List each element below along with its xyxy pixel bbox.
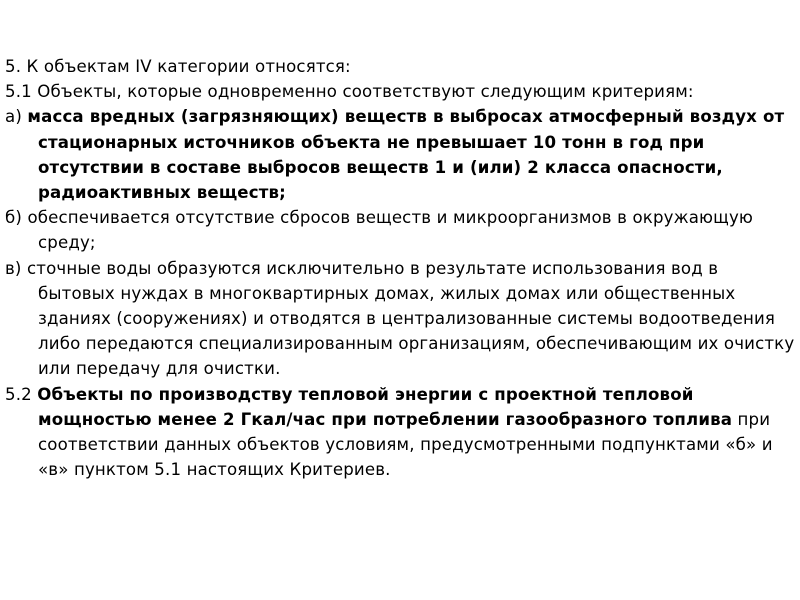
- item-5-1: [5, 79, 795, 104]
- slide-content: [5, 54, 795, 482]
- item-5-1-text: Объекты, которые одновременно соответствуют следующим критериям:: [37, 82, 694, 102]
- item-5-2-marker: 5.2: [5, 384, 32, 404]
- item-v-text: сточные воды образуются исключительно в результате использования вод в бытовых нуждах в многоквартирных домах, жилых домах или общественных зданиях (сооружениях) и отводятся в централизованные системы водоотведения либо передаются специализированным организациям, обеспечивающим их очистку или передачу для очистки.: [27, 258, 795, 379]
- item-5-2-bold-text: Объекты по производству тепловой энергии с проектной тепловой мощностью менее 2 Гкал/час при потреблении газообразного топлива: [37, 384, 733, 429]
- section-heading: [5, 54, 795, 79]
- item-a-bold-text: масса вредных (загрязняющих) веществ в выбросах атмосферный воздух от стационарных источников объекта не превышает 10 тонн в год при отсутствии в составе выбросов веществ 1 и (или) 2 класса опасности, радиоактивных веществ;: [27, 107, 785, 203]
- item-b-marker: б): [5, 208, 23, 228]
- section-heading-text: 5. К объектам IV категории относятся:: [5, 57, 351, 76]
- item-a-marker: а): [5, 107, 22, 127]
- item-b: [5, 205, 795, 255]
- item-5-1-marker: 5.1: [5, 82, 32, 102]
- item-v: [5, 256, 795, 382]
- item-b-text: обеспечивается отсутствие сбросов веществ и микроорганизмов в окружающую среду;: [27, 208, 754, 253]
- item-5-2-text: при соответствии данных объектов условиям, предусмотренными подпунктами «б» и «в» пунктом 5.1 настоящих Критериев.: [38, 409, 773, 480]
- item-5-2: [5, 382, 795, 483]
- item-a: [5, 104, 795, 205]
- item-v-marker: в): [5, 258, 22, 278]
